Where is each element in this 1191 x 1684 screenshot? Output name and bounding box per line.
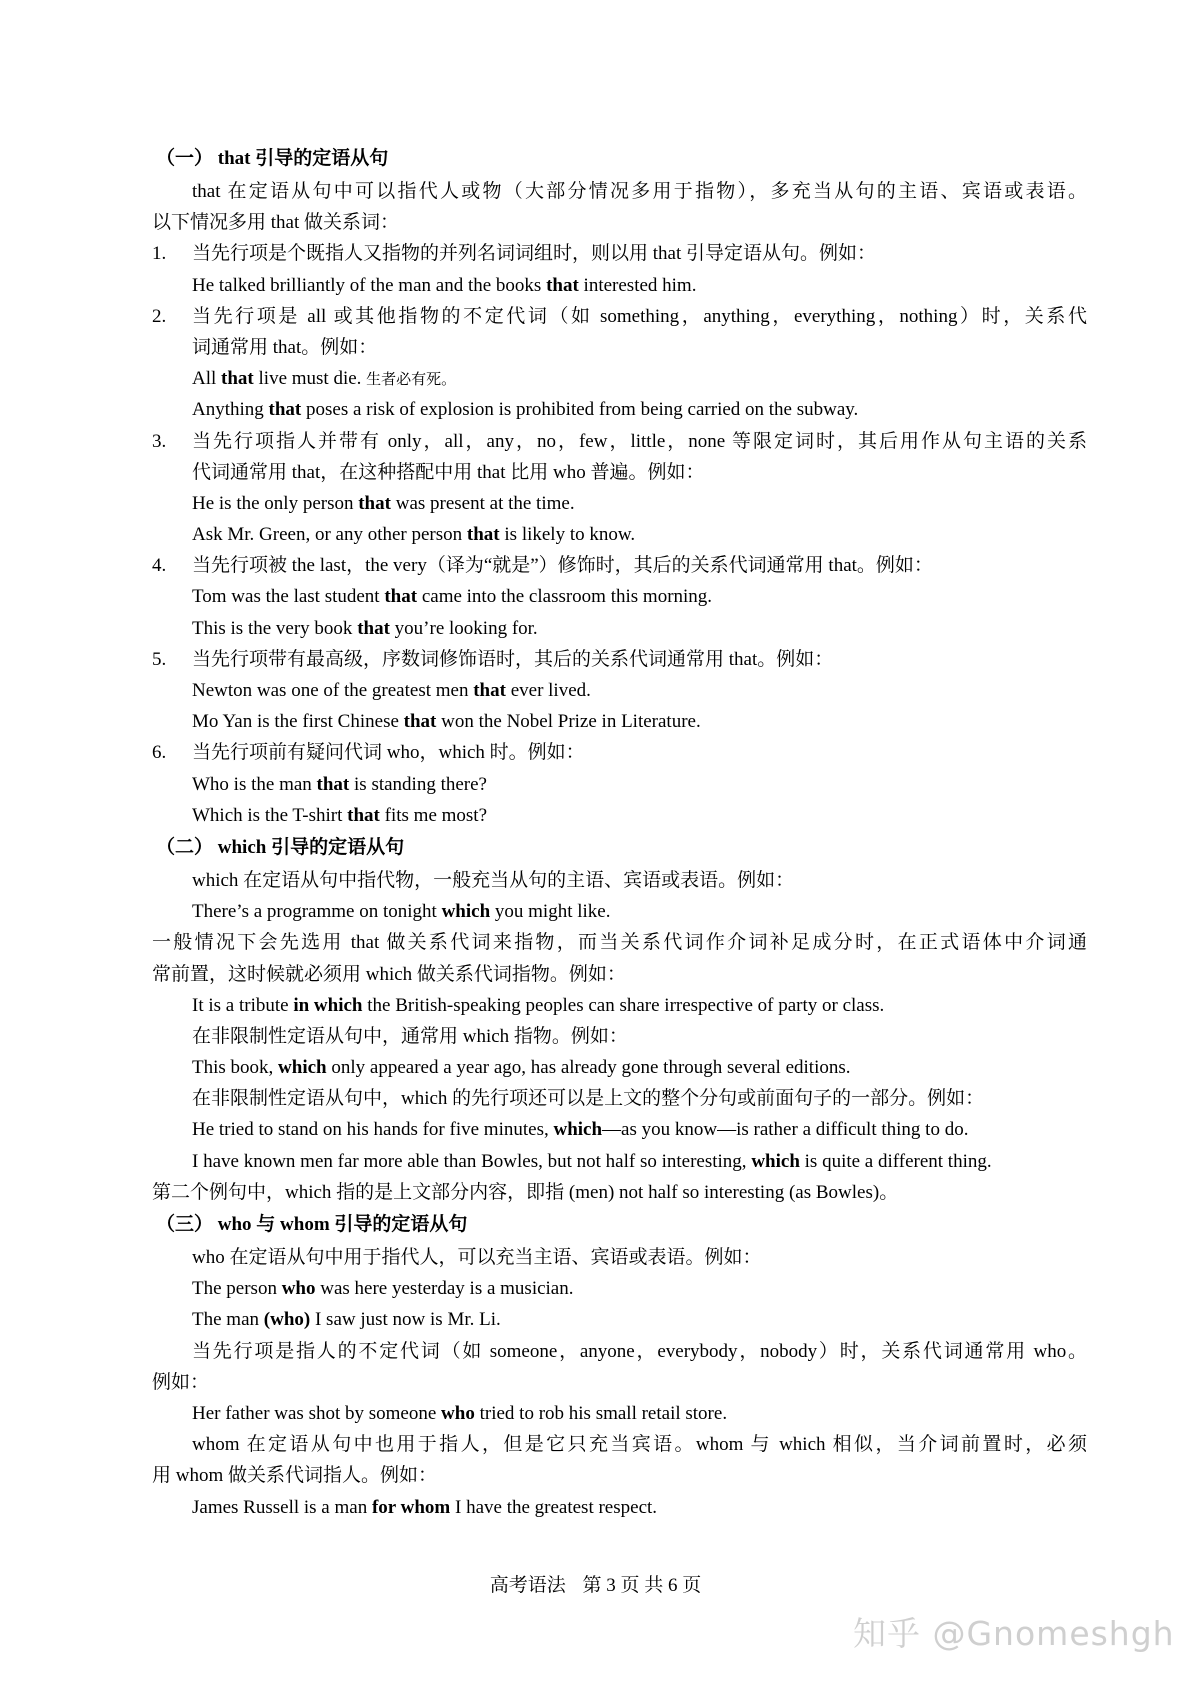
- example-sentence: Ask Mr. Green, or any other person that is likely to know.: [192, 524, 636, 546]
- example-sentence: There’s a programme on tonight which you might like.: [192, 901, 611, 923]
- list-item: [152, 426, 1087, 551]
- list-item: [152, 644, 1087, 738]
- paragraph: 当先行项是指人的不定代词（如 someone，anyone，everybody，nobody）时，关系代词通常用 who。: [192, 1340, 1087, 1362]
- paragraph: 在非限制性定语从句中，通常用 which 指物。例如：: [192, 1025, 628, 1047]
- rule-text: 当先行项是 all 或其他指物的不定代词（如 something，anything，everything，nothing）时，关系代: [192, 305, 1087, 327]
- example-sentence: Anything that poses a risk of explosion is prohibited from being carried on the subway.: [192, 399, 859, 421]
- paragraph: 在非限制性定语从句中，which 的先行项还可以是上文的整个分句或前面句子的一部分。例如：: [192, 1088, 985, 1110]
- rule-text: 代词通常用 that，在这种搭配中用 that 比用 who 普遍。例如：: [192, 461, 705, 483]
- paragraph: 例如：: [152, 1371, 210, 1393]
- example-sentence: This is the very book that you’re looking for.: [192, 617, 538, 639]
- list-number: 4.: [152, 555, 167, 577]
- rule-text: 当先行项被 the last，the very（译为“就是”）修饰时，其后的关系代词通常用 that。例如：: [192, 555, 933, 577]
- example-sentence: Her father was shot by someone who tried to rob his small retail store.: [192, 1402, 728, 1424]
- document-body: [152, 142, 1087, 1523]
- example-sentence: I have known men far more able than Bowles, but not half so interesting, which is quite a different thing.: [192, 1150, 992, 1172]
- section-heading-which: （二） which 引导的定语从句: [156, 836, 405, 858]
- rule-text: 当先行项是个既指人又指物的并列名词词组时，则以用 that 引导定语从句。例如：: [192, 243, 876, 265]
- paragraph: who 在定语从句中用于指代人，可以充当主语、宾语或表语。例如：: [192, 1247, 762, 1268]
- section-heading-who-whom: （三） who 与 whom 引导的定语从句: [156, 1214, 468, 1235]
- list-number: 2.: [152, 305, 167, 327]
- page-footer: [0, 1570, 1191, 1597]
- example-sentence: All that live must die. 生者必有死。: [192, 368, 457, 390]
- example-sentence: James Russell is a man for whom I have the greatest respect.: [192, 1496, 658, 1518]
- example-sentence: Tom was the last student that came into the classroom this morning.: [192, 586, 713, 608]
- paragraph: that 在定语从句中可以指代人或物（大部分情况多用于指物），多充当从句的主语、宾语或表语。: [192, 181, 1087, 202]
- example-sentence: He tried to stand on his hands for five minutes, which—as you know—is rather a difficult thing to do.: [192, 1119, 969, 1141]
- list-item: [152, 737, 1087, 831]
- list-number: 5.: [152, 648, 167, 670]
- example-sentence: The person who was here yesterday is a musician.: [192, 1278, 574, 1300]
- list-number: 3.: [152, 430, 167, 452]
- list-item: [152, 301, 1087, 426]
- paragraph: which 在定语从句中指代物，一般充当从句的主语、宾语或表语。例如：: [192, 869, 795, 891]
- example-sentence: Mo Yan is the first Chinese that won the Nobel Prize in Literature.: [192, 711, 701, 733]
- example-sentence: Who is the man that is standing there?: [192, 773, 487, 795]
- example-sentence: This book, which only appeared a year ago, has already gone through several editions.: [192, 1057, 851, 1079]
- rule-text: 当先行项前有疑问代词 who，which 时。例如：: [192, 742, 585, 764]
- list-number: 1.: [152, 243, 167, 265]
- list-item: [152, 550, 1087, 644]
- example-sentence: He is the only person that was present at the time.: [192, 492, 575, 514]
- example-sentence: The man (who) I saw just now is Mr. Li.: [192, 1309, 501, 1331]
- paragraph: 一般情况下会先选用 that 做关系代词来指物，而当关系代词作介词补足成分时，在正式语体中介词通: [152, 932, 1087, 954]
- section-heading-that: （一） that 引导的定语从句: [156, 148, 389, 169]
- chinese-translation: 生者必有死。: [366, 370, 457, 389]
- list-item: [152, 238, 1087, 300]
- rule-text: 当先行项带有最高级，序数词修饰语时，其后的关系代词通常用 that。例如：: [192, 648, 834, 670]
- zhihu-watermark: 知乎 @Gnomeshgh: [853, 1614, 1175, 1653]
- paragraph: 用 whom 做关系代词指人。例如：: [152, 1465, 438, 1487]
- paragraph: 第二个例句中，which 指的是上文部分内容，即指 (men) not half so interesting (as Bowles)。: [152, 1181, 899, 1203]
- example-sentence: Which is the T-shirt that fits me most?: [192, 804, 488, 826]
- example-sentence: It is a tribute in which the British-speaking peoples can share irrespective of party or class.: [192, 994, 885, 1016]
- example-sentence: Newton was one of the greatest men that ever lived.: [192, 680, 591, 701]
- example-sentence: He talked brilliantly of the man and the books that interested him.: [192, 274, 697, 296]
- paragraph: 以下情况多用 that 做关系词：: [152, 212, 399, 234]
- footer-title: 高考语法: [489, 1575, 566, 1596]
- list-number: 6.: [152, 742, 167, 764]
- paragraph: 常前置，这时候就必须用 which 做关系代词指物。例如：: [152, 963, 626, 985]
- rule-text: 词通常用 that。例如：: [192, 336, 378, 358]
- rule-text: 当先行项指人并带有 only，all，any，no，few，little，none 等限定词时，其后用作从句主语的关系: [192, 430, 1087, 452]
- page-number: 第 3 页 共 6 页: [582, 1575, 702, 1596]
- paragraph: whom 在定语从句中也用于指人，但是它只充当宾语。whom 与 which 相似，当介词前置时，必须: [192, 1434, 1087, 1456]
